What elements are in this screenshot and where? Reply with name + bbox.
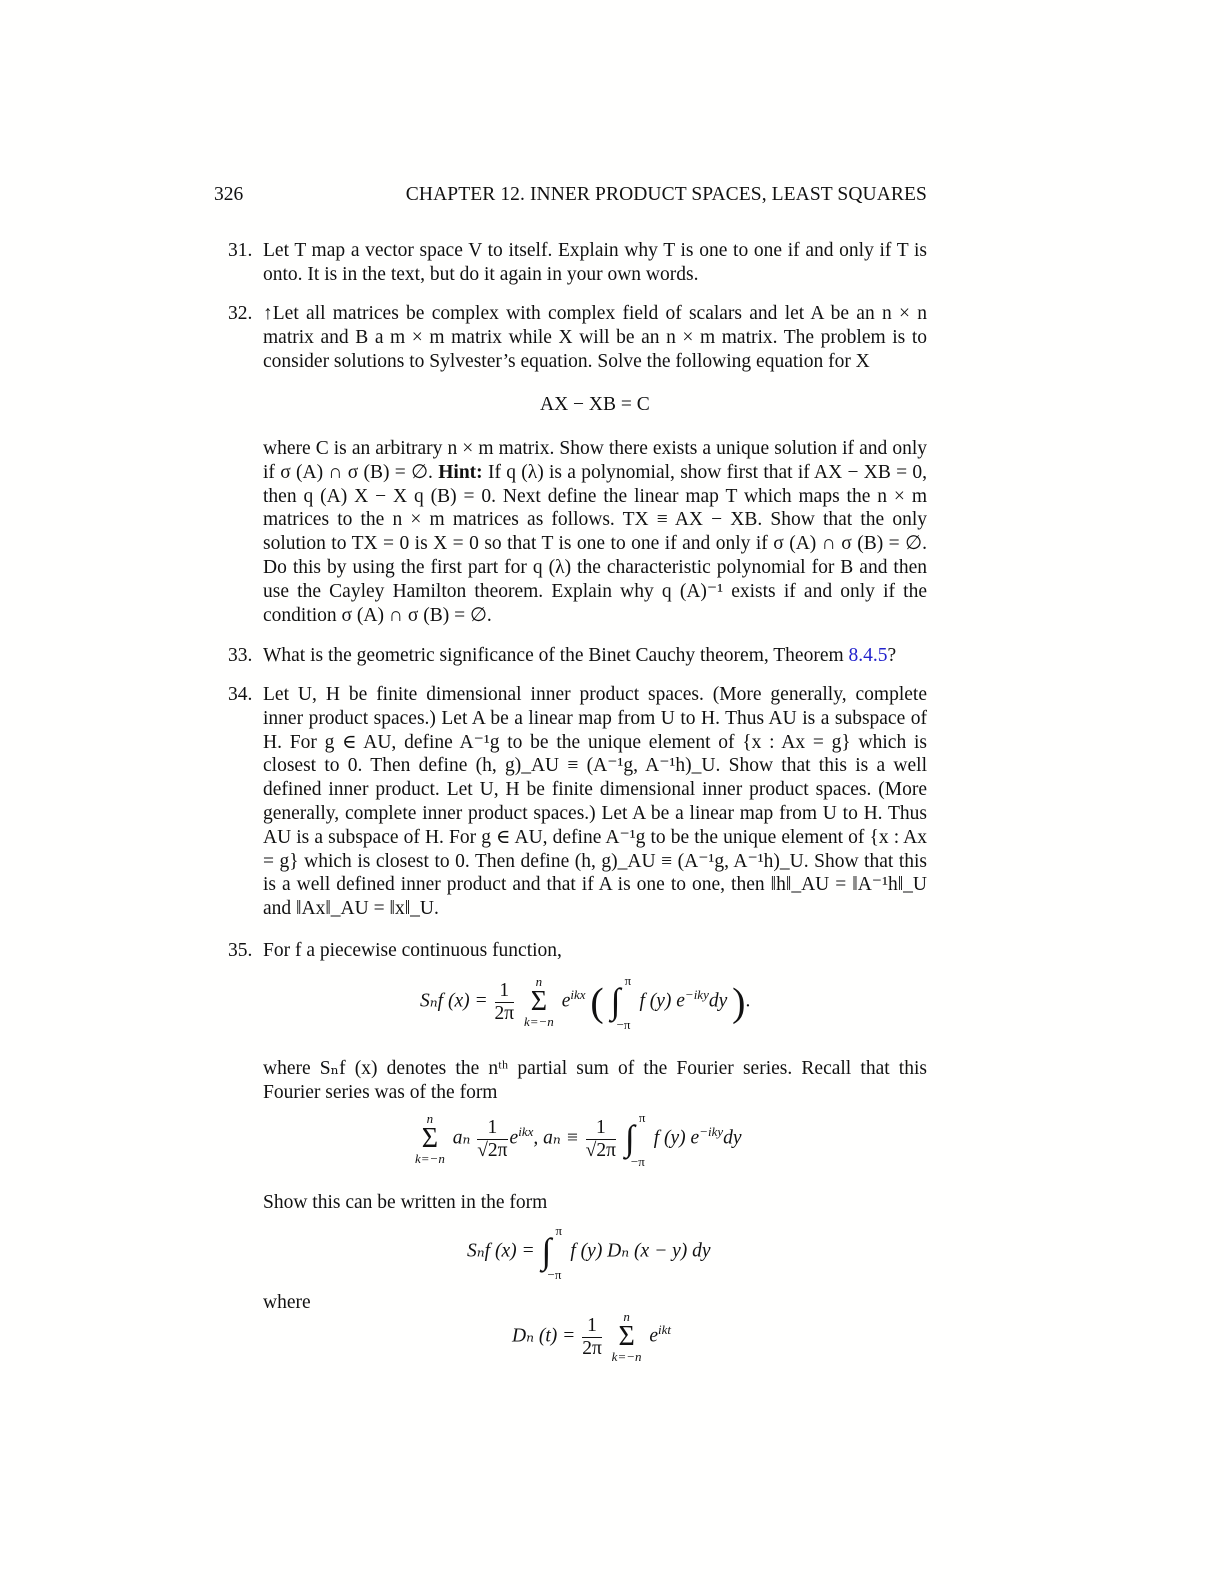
problem-34 <box>228 683 927 921</box>
problem-number: 33. <box>228 645 253 666</box>
problem-number: 35. <box>228 940 253 961</box>
problem-number: 32. <box>228 303 253 324</box>
page-number: 326 <box>214 184 244 205</box>
fraction: $\frac{1}{2\pi}$ <box>494 979 515 1024</box>
theorem-link[interactable]: 8.4.5 <box>848 645 888 666</box>
problem-text: where C is an arbitrary n × m matrix. Show there exists a unique solution if and only if σ (A) ∩ σ (B) = ∅. <box>263 438 927 483</box>
summation: n Σ k=−n <box>415 1111 445 1166</box>
problem-32-continued <box>263 437 927 627</box>
integral: ∫ π −π <box>610 973 632 1032</box>
integral: ∫ π −π <box>624 1110 646 1169</box>
sylvester-equation: AX − XB = C <box>540 394 650 415</box>
chapter-title: CHAPTER 12. INNER PRODUCT SPACES, LEAST SQUARES <box>405 184 927 205</box>
partial-sum-equation: Sₙf (x) = $\frac{1}{2\pi}$ n Σ k=−n $e^{ikx}$ ( ∫ π −π f (y) $e^{-iky}dy$ ). <box>420 973 751 1032</box>
problem-number: 34. <box>228 684 253 705</box>
dirichlet-convolution-equation: Sₙf (x) = ∫ π −π f (y) Dₙ (x − y) dy <box>467 1223 711 1282</box>
integral: ∫ π −π <box>541 1223 563 1282</box>
paragraph-partial-sum: where Sₙf (x) denotes the nᵗʰ partial sum of the Fourier series. Recall that this Fourier series was of the form <box>263 1058 927 1103</box>
problem-33 <box>228 644 927 668</box>
paragraph-where: where <box>263 1292 311 1313</box>
problem-text: Let T map a vector space V to itself. Explain why T is one to one if and only if T is onto. It is in the text, but do it again in your own words. <box>263 240 927 285</box>
summation: n Σ k=−n <box>611 1309 642 1364</box>
hint-label: Hint: <box>438 461 483 483</box>
problem-number: 31. <box>228 240 253 261</box>
dirichlet-kernel-equation: Dₙ (t) = $\frac{1}{2\pi}$ n Σ k=−n $e^{ikt}$ <box>512 1309 672 1364</box>
problem-32 <box>228 302 927 373</box>
problem-35 <box>228 939 927 963</box>
problem-31 <box>228 239 927 287</box>
hint-text: If q (λ) is a polynomial, show first that if AX − XB = 0, then q (A) X − X q (B) = 0. Next define the linear map T which maps the n × m matrices to the n × m matrices as follows. TX ≡ AX − XB. Show that the only solution to TX = 0 is X = 0 so that T is one to one if and only if σ (A) ∩ σ (B) = ∅. Do this by using the first part for q (λ) the characteristic polynomial for B and then use the Cayley Hamilton theorem. Explain why q (A)⁻¹ exists if and only if the condition σ (A) ∩ σ (B) = ∅. <box>263 461 928 626</box>
paragraph-show-form: Show this can be written in the form <box>263 1192 548 1213</box>
summation: n Σ k=−n <box>523 974 554 1029</box>
fraction: $\frac{1}{√2\pi}$ <box>585 1116 616 1161</box>
problem-text: ↑Let all matrices be complex with complex field of scalars and let A be an n × n matrix and B a m × m matrix while X will be an n × m matrix. The problem is to consider solutions to Sylvester’s equation. Solve the following equation for X <box>263 303 927 372</box>
fourier-series-equation: n Σ k=−n aₙ $\frac{1}{√2\pi}$ $e^{ikx}$, aₙ ≡ $\frac{1}{√2\pi}$ ∫ π −π f (y) $e^{-iky}dy$ <box>415 1110 742 1169</box>
fraction: $\frac{1}{2\pi}$ <box>582 1314 602 1359</box>
fraction: $\frac{1}{√2\pi}$ <box>477 1116 508 1161</box>
running-header <box>214 184 927 210</box>
problem-text: Let U, H be finite dimensional inner product spaces. (More generally, complete inner product spaces.) Let A be a linear map from U to H. Thus AU is a subspace of H. For g ∈ AU, define A⁻¹g to be the unique element of {x : Ax = g} which is closest to 0. Then define (h, g)_AU ≡ (A⁻¹g, A⁻¹h)_U. Show that this is a well defined inner product. Let U, H be finite dimensional inner product spaces. (More generally, complete inner product spaces.) Let A be a linear map from U to H. Thus AU is a subspace of H. For g ∈ AU, define A⁻¹g to be the unique element of {x : Ax = g} which is closest to 0. Then define (h, g)_AU ≡ (A⁻¹g, A⁻¹h)_U. Show that this is a well defined inner product and that if A is one to one, then ‖h‖_AU = ‖A⁻¹h‖_U and ‖Ax‖_AU = ‖x‖_U. <box>263 684 927 920</box>
problem-intro: For f a piecewise continuous function, <box>263 940 562 961</box>
problem-text: What is the geometric significance of the Binet Cauchy theorem, Theorem 8.4.5? <box>263 645 897 666</box>
